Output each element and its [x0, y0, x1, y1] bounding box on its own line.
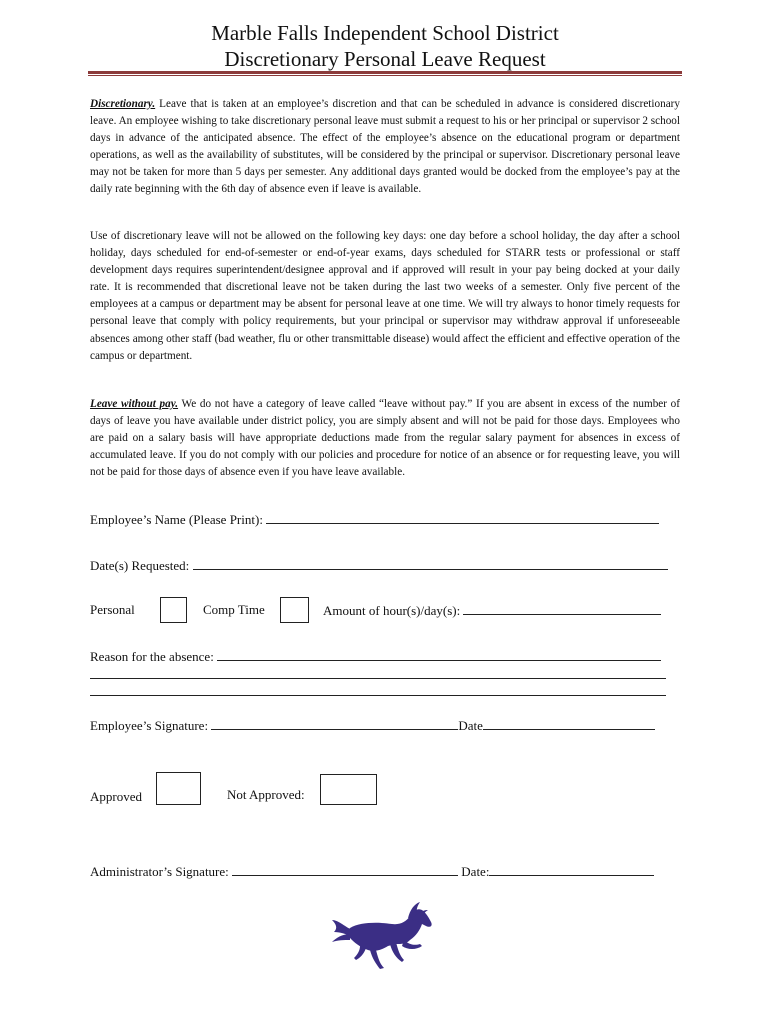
employee-name-row [90, 511, 659, 528]
approved-checkbox[interactable] [156, 772, 201, 805]
employee-signature-row [90, 717, 655, 734]
not-approved-label: Not Approved: [227, 787, 305, 802]
comp-time-label: Comp Time [203, 602, 265, 617]
dates-requested-field[interactable] [193, 557, 668, 570]
employee-signature-label: Employee’s Signature: [90, 718, 209, 733]
dates-requested-label: Date(s) Requested: [90, 558, 190, 573]
admin-signature-label: Administrator’s Signature: [90, 864, 229, 879]
key-days-paragraph: Use of discretionary leave will not be allowed on the following key days: one day before a school holiday, the day after a school holiday, days scheduled for end-of-semester or end-of-year exams, days scheduled for STARR tests or professional or staff development days requires superintendent/designee approval and if approved will result in your pay being docked at your daily rate. It is recommended that discretional leave not be taken during the last two weeks of a semester. Only five percent of the employees at a campus or department may be absent for personal leave at one time. We will try always to honor timely requests for personal leave that comply with policy requirements, but your principal or supervisor may withdraw approval if unforeseeable absences among other staff (bad weather, flu or other transmittable disease) would affect the efficient and effective operation of the campus or department. [90, 230, 680, 362]
reason-line-3[interactable] [90, 695, 666, 696]
reason-field[interactable] [217, 648, 661, 661]
employee-name-label: Employee’s Name (Please Print): [90, 512, 263, 527]
reason-row [90, 648, 661, 665]
discretionary-text: Leave that is taken at an employee’s discretion and that can be scheduled in advance is considered discretionary leave. An employee wishing to take discretionary personal leave must submit a request to his or her principal or supervisor 2 school days in advance of the anticipated absence. The effect of the employee’s absence on the educational program or department operations, as well as the availability of substitutes, will be considered by the principal or supervisor. Discretionary personal leave may not be taken for more than 5 days per semester. Any additional days granted would be docked from the employee’s pay at the daily rate beginning with the 6th day of absence even if leave is available. [90, 98, 680, 196]
employee-signature-field[interactable] [211, 717, 458, 730]
admin-signature-field[interactable] [232, 863, 458, 876]
amount-label: Amount of hour(s)/day(s): [323, 603, 461, 618]
leave-without-pay-heading: Leave without pay. [90, 398, 179, 410]
reason-line-2[interactable] [90, 678, 666, 679]
reason-label: Reason for the absence: [90, 649, 214, 664]
approved-label: Approved [90, 789, 142, 804]
not-approved-checkbox[interactable] [320, 774, 377, 805]
employee-date-label: Date [458, 718, 483, 733]
header-rule-thin [88, 75, 682, 76]
header-rule [88, 71, 682, 74]
comp-time-checkbox[interactable] [280, 597, 309, 623]
amount-row [323, 602, 661, 619]
discretionary-heading: Discretionary. [90, 98, 156, 110]
personal-label: Personal [90, 602, 135, 617]
employee-date-field[interactable] [483, 717, 655, 730]
amount-field[interactable] [463, 602, 661, 615]
leave-without-pay-paragraph [90, 396, 680, 481]
admin-signature-row [90, 863, 654, 880]
mustang-icon [330, 900, 438, 970]
admin-date-field[interactable] [489, 863, 654, 876]
dates-requested-row [90, 557, 668, 574]
admin-date-label: Date: [461, 864, 490, 879]
personal-checkbox[interactable] [160, 597, 187, 623]
employee-name-field[interactable] [266, 511, 659, 524]
form-title: Discretionary Personal Leave Request [224, 47, 546, 71]
district-title: Marble Falls Independent School District [211, 21, 559, 45]
discretionary-paragraph [90, 96, 680, 199]
leave-without-pay-text: We do not have a category of leave called “leave without pay.” If you are absent in excess of the number of days of leave you have available under district policy, you are simply absent and will not be paid for those days. Employees who are paid on a salary basis will have appropriate deductions made from the regular salary payment for absences in excess of accumulated leave. If you do not comply with our policies and procedure for notice of an absence or for requesting leave, you will not be paid for those days of absence even if you have leave available. [90, 398, 681, 479]
